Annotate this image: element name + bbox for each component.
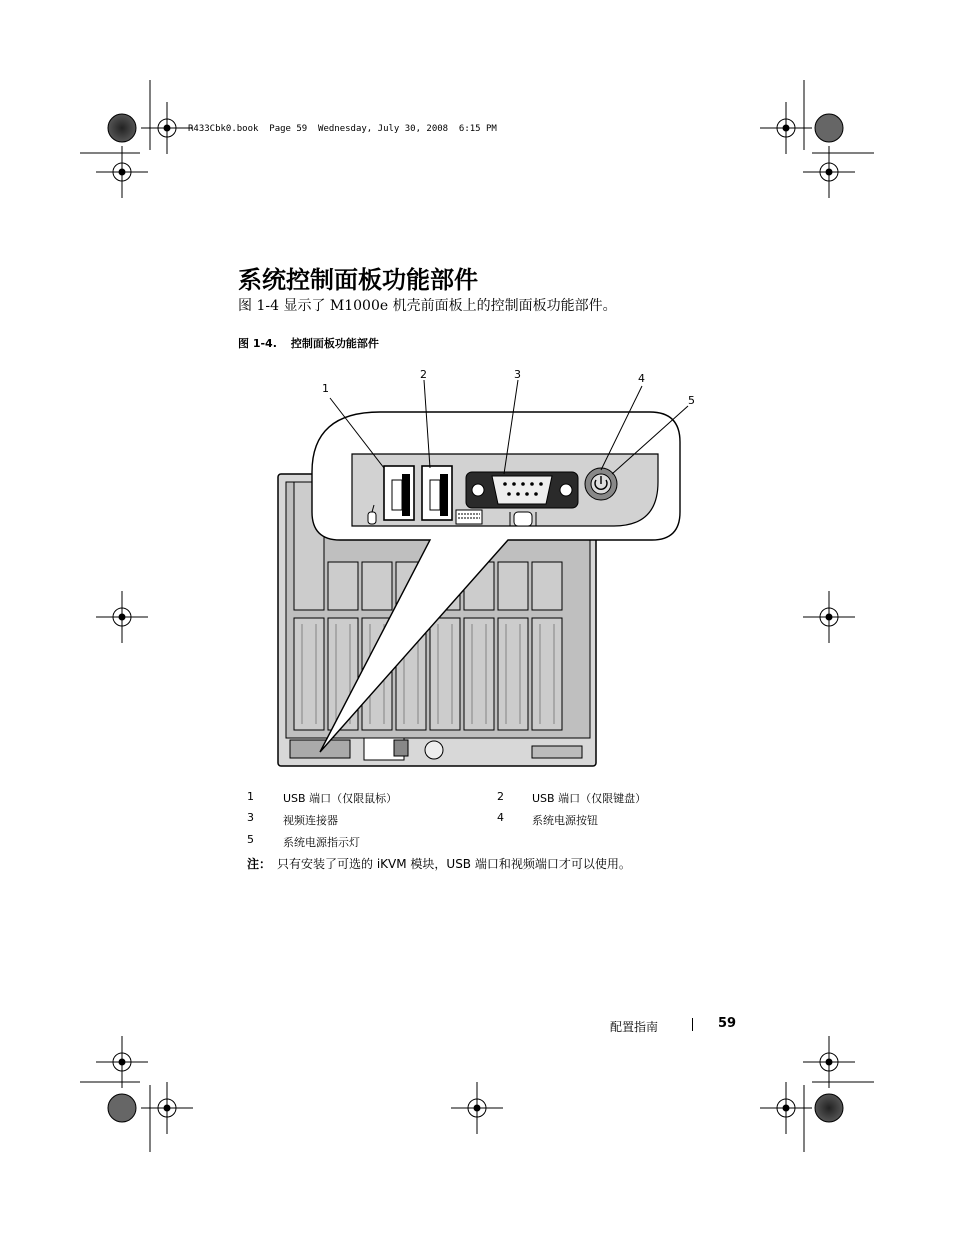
keyboard-icon [456,510,482,524]
note [247,855,631,872]
callout-4: 4 [638,372,645,385]
legend-number: 2 [497,790,504,803]
legend-number: 4 [497,811,504,824]
callout-3: 3 [514,368,521,381]
print-header: R433Cbk0.book Page 59 Wednesday, July 30, 2008 6:15 PM [188,124,497,134]
registration-mark-icon [96,591,148,643]
star-target-icon [815,1094,843,1122]
registration-mark-icon [451,1082,503,1134]
star-target-icon [815,114,843,142]
usb-keyboard-port [422,466,452,520]
registration-mark-icon [141,1082,193,1134]
registration-mark-icon [803,591,855,643]
usb-mouse-port [384,466,414,520]
registration-mark-icon [141,102,193,154]
figure-number: 图 1-4. [238,337,277,350]
power-button [585,468,617,500]
section-title: 系统控制面板功能部件 [238,266,478,294]
figure-caption [238,335,379,351]
registration-mark-icon [803,1036,855,1088]
footer-divider [692,1018,693,1031]
callout-2: 2 [420,368,427,381]
page-number: 59 [718,1016,737,1031]
intro-paragraph: 图 1-4 显示了 M1000e 机壳前面板上的控制面板功能部件。 [238,298,617,314]
legend-text: 系统电源按钮 [532,814,598,827]
star-target-icon [108,114,136,142]
star-target-icon [108,1094,136,1122]
legend-text: USB 端口（仅限键盘） [532,792,647,805]
figure-title: 控制面板功能部件 [290,337,379,350]
control-panel-figure [260,362,700,772]
legend-text: 系统电源指示灯 [283,836,360,849]
legend-text: USB 端口（仅限鼠标） [283,792,398,805]
callout-1: 1 [322,382,329,395]
registration-mark-icon [96,146,148,198]
video-connector [466,472,578,508]
registration-mark-icon [96,1036,148,1088]
legend-number: 5 [247,833,254,846]
note-label: 注： [247,857,272,871]
legend-number: 1 [247,790,254,803]
note-text: 只有安装了可选的 iKVM 模块，USB 端口和视频端口才可以使用。 [277,857,631,871]
footer-section-name: 配置指南 [610,1020,659,1034]
registration-mark-icon [803,146,855,198]
legend-number: 3 [247,811,254,824]
legend-text: 视频连接器 [283,814,338,827]
callout-5: 5 [688,394,695,407]
